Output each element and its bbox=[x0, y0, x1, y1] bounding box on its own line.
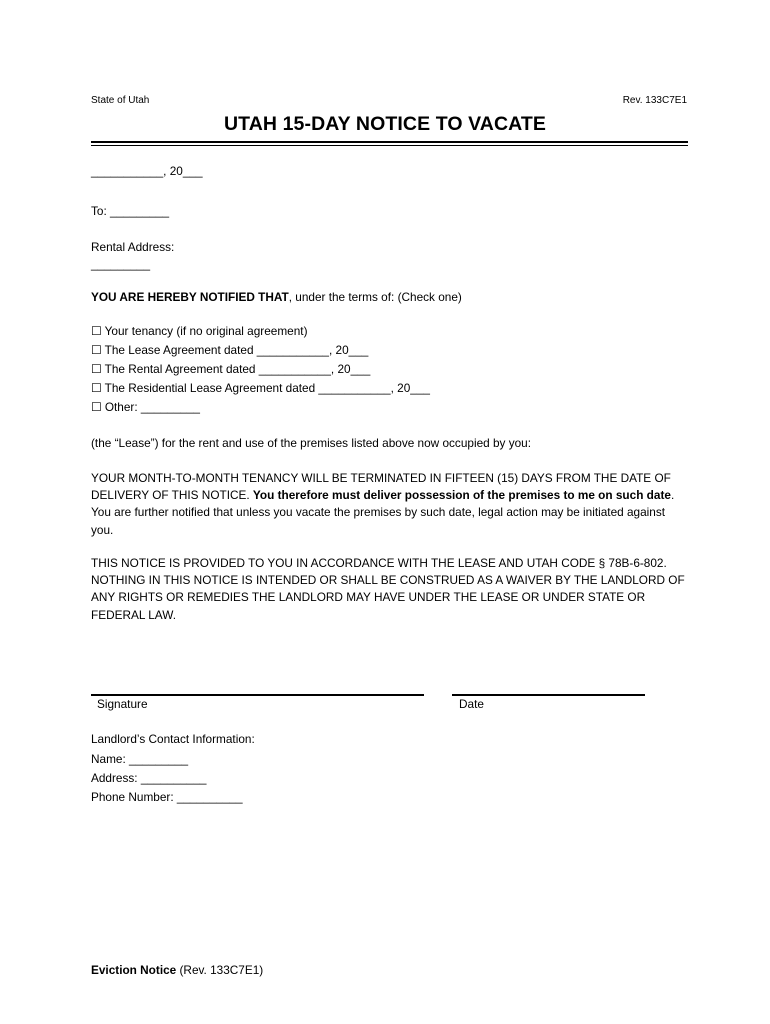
contact-heading: Landlord’s Contact Information: bbox=[91, 732, 255, 746]
termination-part1: YOUR MONTH-TO-MONTH TENANCY WILL BE TERMINATED IN FIFTEEN (15) DAYS FROM THE DATE OF DELIVERY OF THIS NOTICE. bbox=[91, 471, 671, 503]
date-signature-line bbox=[452, 694, 645, 696]
signature-label: Signature bbox=[97, 697, 148, 711]
state-label: State of Utah bbox=[91, 95, 150, 106]
document-title: UTAH 15-DAY NOTICE TO VACATE bbox=[223, 113, 547, 135]
contact-address: Address: __________ bbox=[91, 771, 207, 785]
footer-bold: Eviction Notice bbox=[91, 963, 177, 977]
signature-line bbox=[91, 694, 424, 696]
termination-paragraph bbox=[91, 470, 687, 539]
notice-line bbox=[91, 290, 462, 304]
date-label: Date bbox=[459, 697, 484, 711]
option-rental-agreement: ☐ The Rental Agreement dated ___________, 20___ bbox=[91, 362, 371, 376]
option-other: ☐ Other: _________ bbox=[91, 400, 200, 414]
date-line: ___________, 20___ bbox=[91, 164, 203, 178]
option-no-agreement: ☐ Your tenancy (if no original agreement) bbox=[91, 324, 308, 338]
notice-rest: , under the terms of: (Check one) bbox=[288, 290, 462, 304]
termination-bold: You therefore must deliver possession of the premises to me on such date bbox=[252, 488, 671, 503]
title-rule-thin bbox=[91, 145, 688, 146]
contact-phone: Phone Number: __________ bbox=[91, 790, 243, 804]
revision-label: Rev. 133C7E1 bbox=[622, 95, 687, 106]
footer-rest: (Rev. 133C7E1) bbox=[176, 963, 264, 977]
rental-address-label: Rental Address: bbox=[91, 240, 175, 254]
option-residential-lease: ☐ The Residential Lease Agreement dated ___________, 20___ bbox=[91, 381, 430, 395]
contact-name: Name: _________ bbox=[91, 752, 189, 766]
termination-part2: . You are further notified that unless you vacate the premises by such date, legal action may be initiated against you. bbox=[91, 488, 675, 537]
page-footer bbox=[91, 963, 263, 977]
rental-address-value: _________ bbox=[91, 257, 151, 271]
legal-paragraph: THIS NOTICE IS PROVIDED TO YOU IN ACCORDANCE WITH THE LEASE AND UTAH CODE § 78B-6-802. NOTHING IN THIS NOTICE IS INTENDED OR SHALL BE CONSTRUED AS A WAIVER BY THE LANDLORD OF ANY RIGHTS OR REMEDIES THE LANDLORD MAY HAVE UNDER THE LEASE OR UNDER STATE OR FEDERAL LAW. bbox=[91, 556, 685, 622]
title-rule-thick bbox=[91, 141, 688, 143]
lease-line: (the “Lease”) for the rent and use of the premises listed above now occupied by you: bbox=[91, 436, 532, 450]
option-lease-agreement: ☐ The Lease Agreement dated ___________, 20___ bbox=[91, 343, 369, 357]
to-line: To: _________ bbox=[91, 204, 170, 218]
notice-bold: YOU ARE HEREBY NOTIFIED THAT bbox=[91, 290, 289, 304]
